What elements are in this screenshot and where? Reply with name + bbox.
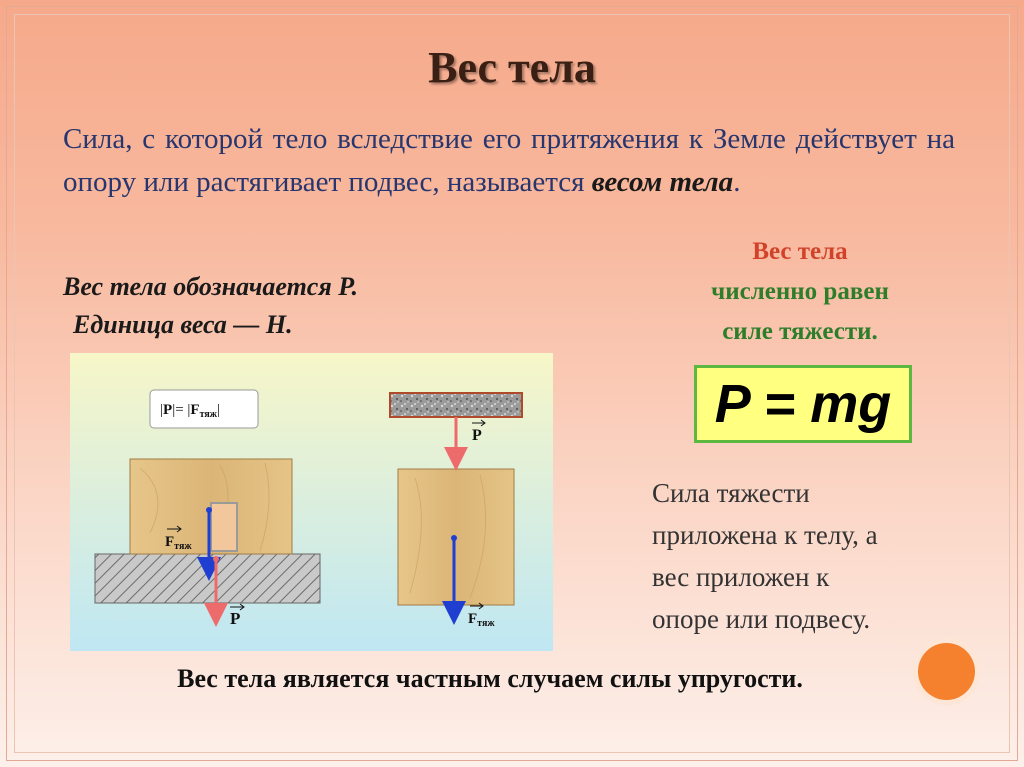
contact-cutout <box>211 503 237 551</box>
definition-term: весом тела <box>591 166 734 198</box>
decorative-circle <box>918 643 975 700</box>
equality-line-1: Вес тела <box>752 238 848 265</box>
equality-line-2: численно равен <box>711 278 889 305</box>
notation-unit: Единица веса — Н. <box>73 310 293 339</box>
slide-title: Вес тела <box>428 43 596 92</box>
equality-line-3: силе тяжести. <box>722 318 878 345</box>
footer-statement: Вес тела является частным случаем силы упругости. <box>177 664 803 693</box>
formula-box: P = mg <box>694 365 912 443</box>
applied-line-4: опоре или подвесу. <box>652 604 871 634</box>
label-weight-right: P <box>472 427 482 444</box>
notation-block <box>63 268 358 344</box>
ceiling-beam <box>390 393 522 417</box>
definition-body: Сила, с которой тело вследствие его притяжения к Земле действует на опору или растягивает подвес, называется <box>63 123 955 198</box>
label-gravity-right: $F_{тяж}$ <box>468 611 495 629</box>
label-weight-left: P <box>230 609 241 628</box>
equation-badge <box>150 390 258 428</box>
applied-note <box>652 472 878 640</box>
applied-line-1: Сила тяжести <box>652 478 810 508</box>
svg-text:|P|= |Fтяж|: $|P|= |F_{тяж}|$ <box>160 402 221 420</box>
applied-line-2: приложена к телу, а <box>652 520 878 550</box>
label-gravity-left: $F_{тяж}$ <box>165 534 192 552</box>
weight-diagram <box>70 353 553 651</box>
definition-text <box>63 118 955 204</box>
applied-line-3: вес приложен к <box>652 562 830 592</box>
notation-symbol: Вес тела обозначается Р. <box>63 272 359 301</box>
definition-end: . <box>733 166 741 198</box>
equality-statement <box>650 232 950 352</box>
